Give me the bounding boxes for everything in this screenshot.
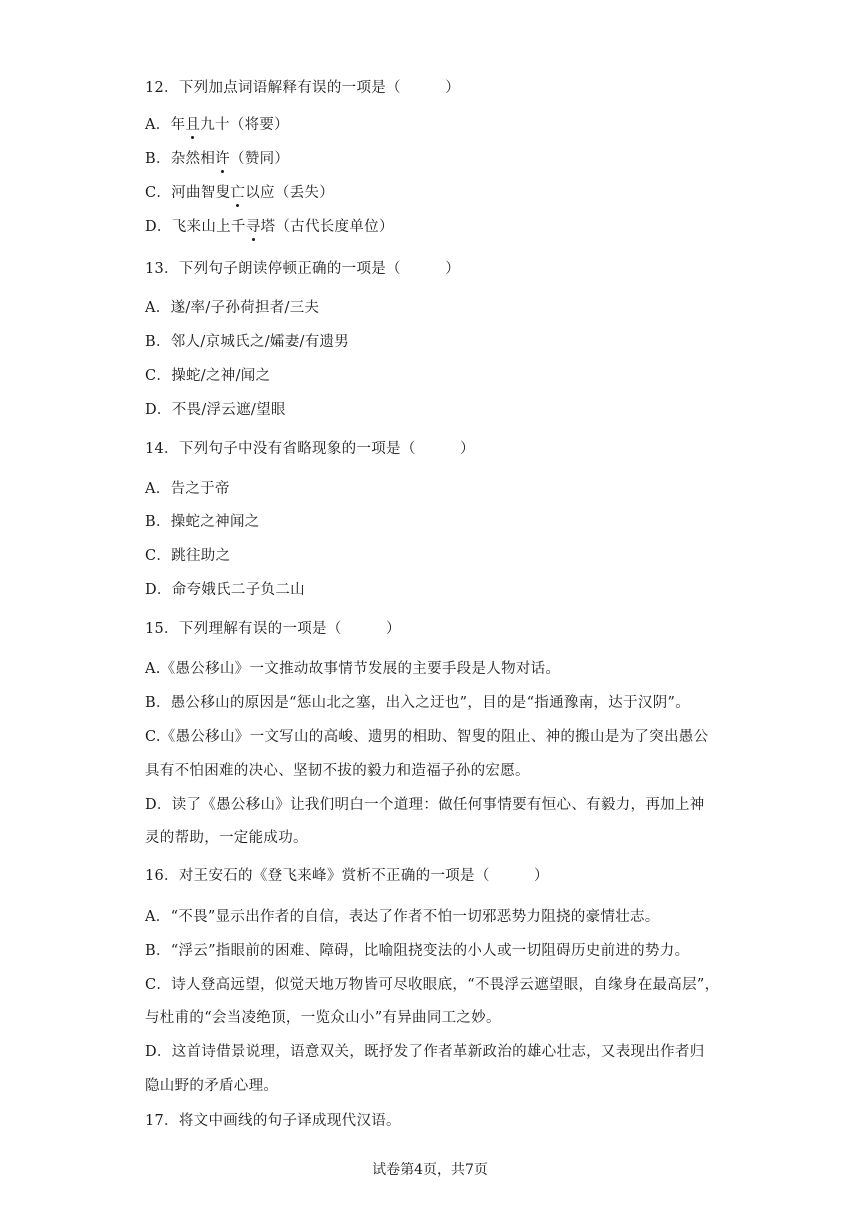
- question-13-option-a: A．遂/率/子孙荷担者/三夫: [145, 300, 320, 316]
- question-13-stem: 13．下列句子朗读停顿正确的一项是（ ）: [145, 261, 461, 277]
- question-12-option-d: [145, 217, 725, 237]
- question-15-option-d-line1: D．读了《愚公移山》让我们明白一个道理：做任何事情要有恒心、有毅力，再加上神: [145, 797, 705, 813]
- question-14-option-d: D．命夸娥氏二子负二山: [145, 582, 305, 598]
- question-15-stem: 15．下列理解有误的一项是（ ）: [145, 621, 401, 637]
- option-text: A．年: [145, 117, 186, 133]
- question-14-stem: 14．下列句子中没有省略现象的一项是（ ）: [145, 441, 475, 457]
- dotted-word: 许: [215, 151, 230, 167]
- question-14-option-a: A．告之于帝: [145, 481, 230, 497]
- option-text: B．杂然相: [145, 151, 216, 167]
- question-12-stem: 12．下列加点词语解释有误的一项是（ ）: [145, 80, 461, 96]
- option-text: 以应（丢失）: [245, 185, 335, 201]
- question-12-option-b: [145, 149, 725, 169]
- question-15-option-a: A.《愚公移山》一文推动故事情节发展的主要手段是人物对话。: [145, 661, 561, 677]
- question-16-option-c-line1: C．诗人登高远望，似觉天地万物皆可尽收眼底，“不畏浮云遮望眼，自缘身在最高层”，: [145, 977, 720, 993]
- question-16-option-c-line2: 与杜甫的“会当凌绝顶，一览众山小”有异曲同工之妙。: [145, 1010, 501, 1026]
- question-15-option-d-line2: 灵的帮助，一定能成功。: [145, 830, 308, 846]
- question-15-option-c-line1: C.《愚公移山》一文写山的高峻、遗男的相助、智叟的阻止、神的搬山是为了突出愚公: [145, 729, 709, 745]
- question-16-option-b: B．“浮云”指眼前的困难、障碍，比喻阻挠变法的小人或一切阻碍历史前进的势力。: [145, 943, 690, 959]
- question-17-stem: 17．将文中画线的句子译成现代汉语。: [145, 1113, 401, 1129]
- question-13-option-d: D．不畏/浮云遮/望眼: [145, 402, 286, 418]
- option-text: C．河曲智叟: [145, 185, 231, 201]
- question-14-option-b: B．操蛇之神闻之: [145, 514, 260, 530]
- question-14-option-c: C．跳往助之: [145, 548, 231, 564]
- dotted-word: 亡: [230, 185, 246, 201]
- page-footer: 试卷第4页，共7页: [372, 1162, 488, 1178]
- question-15-option-b: B．愚公移山的原因是“惩山北之塞，出入之迂也”，目的是“指通豫南，达于汉阴”。: [145, 695, 691, 711]
- question-15-option-c-line2: 具有不怕困难的决心、坚韧不拔的毅力和造福子孙的宏愿。: [145, 763, 530, 779]
- question-16-option-d-line2: 隐山野的矛盾心理。: [145, 1078, 279, 1094]
- question-16-stem: 16．对王安石的《登飞来峰》赏析不正确的一项是（ ）: [145, 868, 549, 884]
- question-12-option-c: [145, 183, 725, 203]
- question-12-option-a: [145, 115, 725, 135]
- option-text: D．飞来山上千: [145, 219, 246, 235]
- dotted-word: 且: [185, 117, 201, 133]
- question-13-option-c: C．操蛇/之神/闻之: [145, 368, 271, 384]
- option-text: 九十（将要）: [200, 117, 289, 133]
- dotted-word: 寻: [245, 219, 261, 235]
- question-16-option-d-line1: D．这首诗借景说理，语意双关，既抒发了作者革新政治的雄心壮志，又表现出作者归: [145, 1044, 705, 1060]
- question-16-option-a: A．“不畏”显示出作者的自信，表达了作者不怕一切邪恶势力阻挠的豪情壮志。: [145, 909, 660, 925]
- option-text: 塔（古代长度单位）: [260, 219, 394, 235]
- question-13-option-b: B．邻人/京城氏之/孀妻/有遗男: [145, 334, 350, 350]
- option-text: （赞同）: [229, 151, 290, 167]
